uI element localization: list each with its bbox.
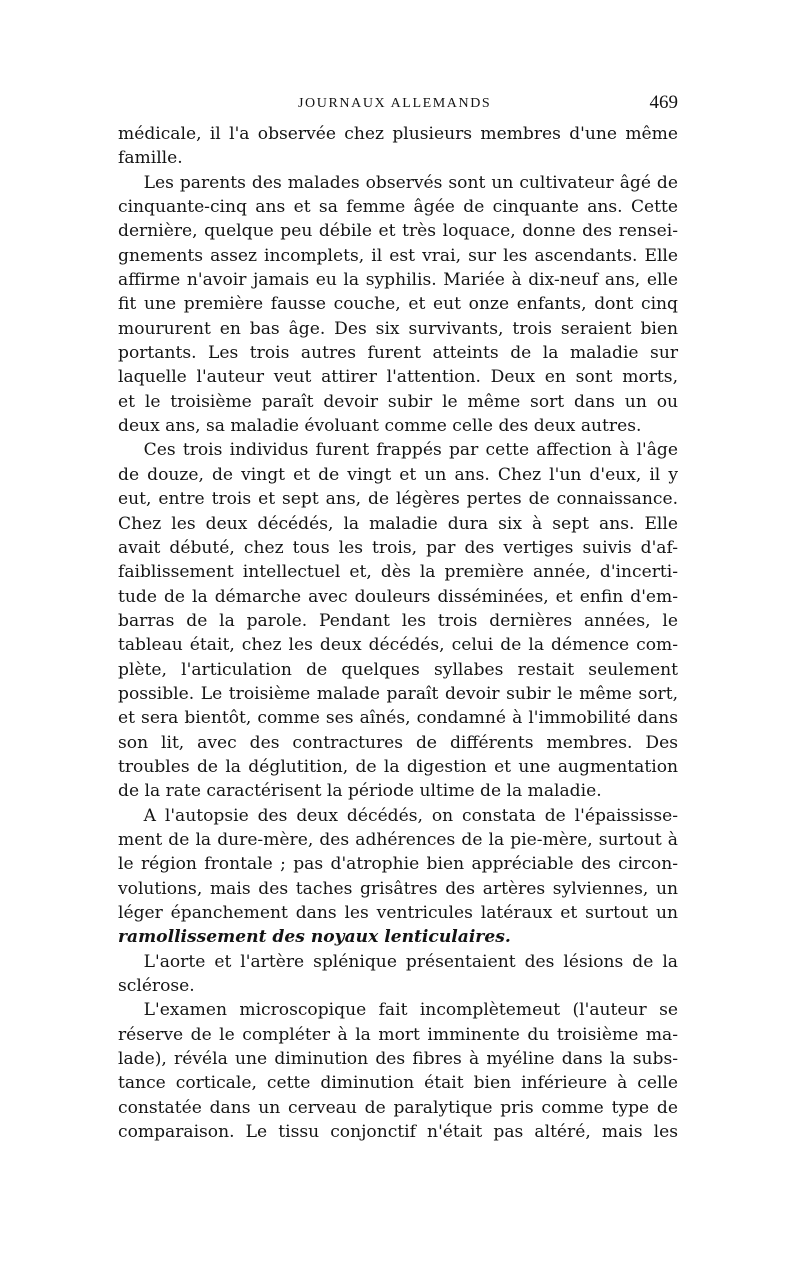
text-line: médicale, il l'a observée chez plusieurs membres d'une même bbox=[118, 124, 678, 144]
text-line: moururent en bas âge. Des six survivants, trois seraient bien bbox=[118, 318, 678, 339]
text-line: troubles de la déglutition, de la digestion et une augmentation bbox=[118, 756, 678, 777]
text-line: le région frontale ; pas d'atrophie bien appréciable des circon- bbox=[118, 854, 678, 875]
paragraph bbox=[118, 171, 678, 439]
text-line: tance corticale, cette diminution était bien inférieure à celle bbox=[118, 1073, 678, 1094]
text-line: avait débuté, chez tous les trois, par des vertiges suivis d'af- bbox=[118, 537, 678, 558]
paragraph bbox=[118, 804, 678, 950]
text-line: tableau était, chez les deux décédés, celui de la démence com- bbox=[118, 635, 678, 656]
text-line: plète, l'articulation de quelques syllabes restait seulement bbox=[118, 659, 678, 680]
text-line: tude de la démarche avec douleurs disséminées, et enfin d'em- bbox=[118, 586, 678, 607]
paragraph bbox=[118, 998, 678, 1144]
text-line: ment de la dure-mère, des adhérences de la pie-mère, surtout à bbox=[118, 829, 678, 850]
text-line: gnements assez incomplets, il est vrai, sur les ascendants. Elle bbox=[118, 245, 678, 266]
text-line: L'examen microscopique fait incomplètemeut (l'auteur se bbox=[143, 1000, 678, 1021]
text-line: de la rate caractérisent la période ultime de la maladie. bbox=[118, 781, 602, 802]
text-line: de douze, de vingt et de vingt et un ans. Chez l'un d'eux, il y bbox=[118, 464, 678, 485]
text-line: Chez les deux décédés, la maladie dura six à sept ans. Elle bbox=[118, 513, 678, 534]
text-line: lade), révéla une diminution des fibres à myéline dans la subs- bbox=[118, 1049, 678, 1070]
text-line: A l'autopsie des deux décédés, on constata de l'épaississe- bbox=[143, 805, 678, 826]
text-line: volutions, mais des taches grisâtres des artères sylviennes, un bbox=[118, 878, 678, 899]
text-line: Les parents des malades observés sont un cultivateur âgé de bbox=[143, 172, 678, 193]
text-line: affirme n'avoir jamais eu la syphilis. Mariée à dix-neuf ans, elle bbox=[118, 270, 678, 291]
text-line: dernière, quelque peu débile et très loquace, donne des rensei- bbox=[118, 221, 678, 242]
text-line: possible. Le troisième malade paraît devoir subir le même sort, bbox=[118, 683, 678, 704]
body-text bbox=[118, 122, 678, 1144]
text-line: sclérose. bbox=[118, 976, 195, 997]
paragraph bbox=[118, 950, 678, 999]
text-line: famille. bbox=[118, 148, 183, 169]
text-line: et sera bientôt, comme ses aînés, condamné à l'immobilité dans bbox=[118, 708, 678, 729]
page-number: 469 bbox=[649, 92, 678, 113]
text-line: L'aorte et l'artère splénique présentaient des lésions de la bbox=[143, 951, 678, 972]
text-line: eut, entre trois et sept ans, de légères pertes de connaissance. bbox=[118, 489, 678, 510]
running-title: JOURNAUX ALLEMANDS bbox=[298, 96, 492, 111]
text-line: faiblissement intellectuel et, dès la première année, d'incerti- bbox=[118, 562, 678, 583]
running-head bbox=[118, 92, 678, 118]
text-line: fit une première fausse couche, et eut onze enfants, dont cinq bbox=[118, 294, 678, 315]
text-line: constatée dans un cerveau de paralytique pris comme type de bbox=[118, 1097, 678, 1118]
paragraph bbox=[118, 438, 678, 803]
text-line: laquelle l'auteur veut attirer l'attention. Deux en sont morts, bbox=[118, 367, 678, 388]
text-line: portants. Les trois autres furent atteints de la maladie sur bbox=[118, 343, 678, 364]
text-line: son lit, avec des contractures de différents membres. Des bbox=[118, 732, 678, 753]
text-line: réserve de le compléter à la mort imminente du troisième ma- bbox=[118, 1024, 678, 1045]
text-line: cinquante-cinq ans et sa femme âgée de cinquante ans. Cette bbox=[118, 197, 678, 218]
text-line: comparaison. Le tissu conjonctif n'était pas altéré, mais les bbox=[118, 1122, 678, 1143]
text-line: et le troisième paraît devoir subir le même sort dans un ou bbox=[118, 391, 678, 412]
italic-text-line: ramollissement des noyaux lenticulaires. bbox=[118, 927, 511, 948]
paragraph bbox=[118, 122, 678, 171]
text-line: deux ans, sa maladie évoluant comme celle des deux autres. bbox=[118, 416, 642, 437]
text-line: barras de la parole. Pendant les trois dernières années, le bbox=[118, 610, 678, 631]
text-line: Ces trois individus furent frappés par cette affection à l'âge bbox=[143, 440, 678, 461]
text-line: léger épanchement dans les ventricules latéraux et surtout un bbox=[118, 903, 678, 923]
